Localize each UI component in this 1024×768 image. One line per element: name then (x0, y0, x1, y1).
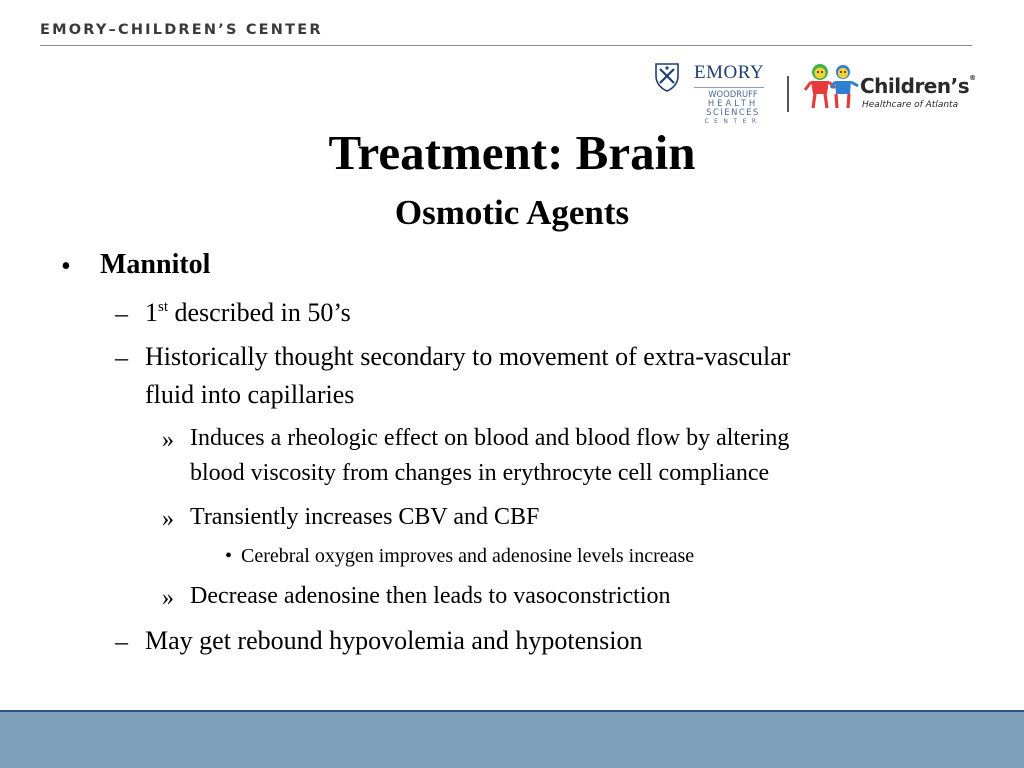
footer-band (0, 712, 1024, 768)
emory-sub-4: CENTER (704, 118, 762, 125)
dash-marker: – (115, 627, 128, 656)
bullet-described-text: described in 50’s (168, 298, 351, 327)
chevron-marker: » (162, 585, 174, 611)
children-figures-icon (803, 60, 863, 114)
emory-subtext (694, 90, 772, 126)
bullet-mannitol: Mannitol (100, 249, 211, 280)
bullet-rheologic-line1: Induces a rheologic effect on blood and blood flow by altering (190, 425, 790, 451)
small-bullet-marker: • (225, 545, 233, 567)
choa-wordmark: Children’s® (860, 74, 976, 98)
logo-separator (787, 76, 789, 112)
emory-divider (694, 87, 764, 88)
emory-sub-3: SCIENCES (706, 107, 760, 117)
dash-marker: – (115, 299, 128, 328)
bullet-vasoconstriction: Decrease adenosine then leads to vasoconstriction (190, 583, 671, 609)
header-org-name: EMORY–CHILDREN’S CENTER (40, 22, 323, 38)
header-rule (40, 45, 972, 46)
slide-subtitle: Osmotic Agents (394, 193, 630, 232)
choa-logo (803, 60, 975, 118)
bullet-rebound: May get rebound hypovolemia and hypotension (145, 626, 643, 655)
bullet-historically-line1: Historically thought secondary to movement of extra-vascular (145, 342, 791, 371)
chevron-marker: » (162, 427, 174, 453)
choa-subtext: Healthcare of Atlanta (862, 100, 959, 110)
bullet-marker: • (61, 251, 71, 282)
bullet-cerebral-oxygen: Cerebral oxygen improves and adenosine levels increase (241, 545, 695, 567)
emory-sub-1: WOODRUFF (708, 89, 758, 99)
bullet-described-num: 1 (145, 298, 158, 327)
bullet-described-sup: st (158, 299, 169, 315)
bullet-rheologic-line2: blood viscosity from changes in erythrocyte cell compliance (190, 460, 770, 486)
emory-wordmark: EMORY (694, 62, 765, 83)
chevron-marker: » (162, 506, 174, 532)
emory-sub-2: HEALTH (707, 98, 759, 108)
bullet-historically-line2: fluid into capillaries (145, 380, 355, 409)
slide-title: Treatment: Brain (328, 125, 696, 180)
emory-logo (654, 62, 770, 128)
bullet-cbv-cbf: Transiently increases CBV and CBF (190, 504, 540, 530)
choa-name-text: Children’s (860, 74, 970, 98)
dash-marker: – (115, 343, 128, 372)
emory-shield-icon (654, 62, 680, 92)
bullet-described (145, 298, 351, 328)
